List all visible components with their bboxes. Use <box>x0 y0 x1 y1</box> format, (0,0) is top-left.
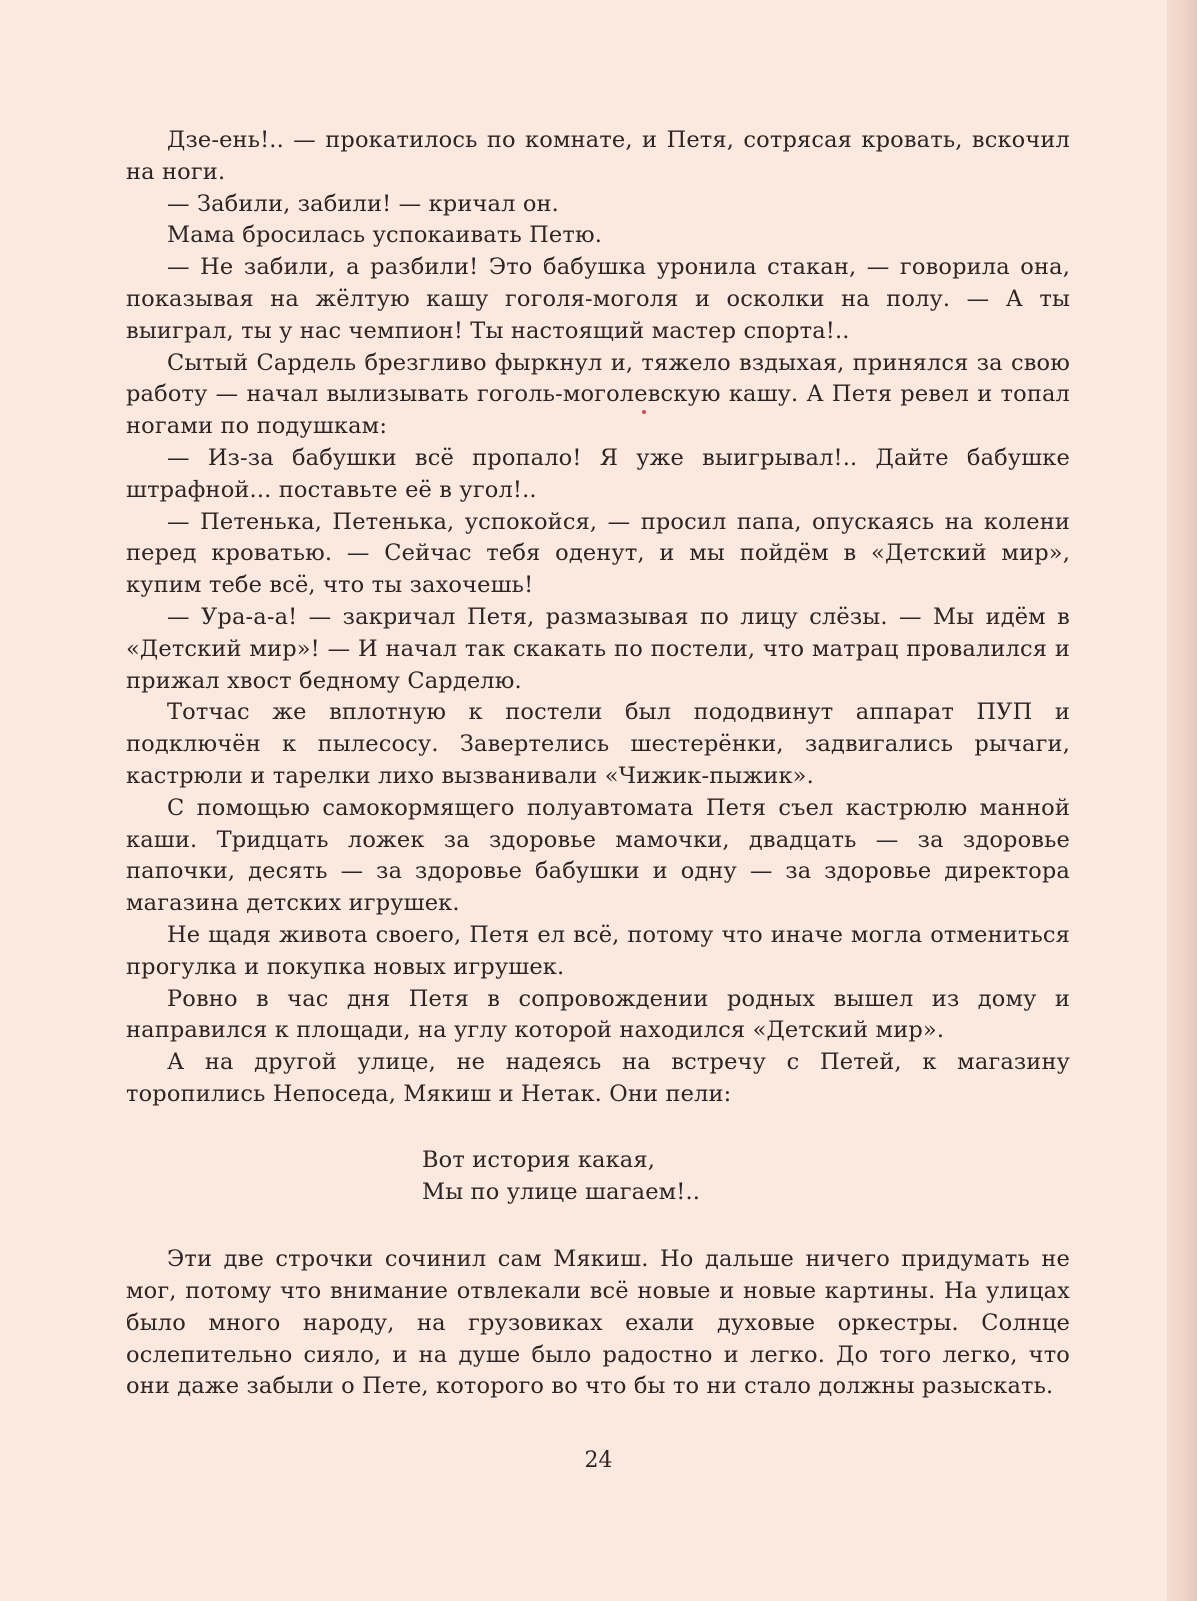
paragraph: Не щадя живота своего, Петя ел всё, потому что иначе могла отмениться прогулка и покупка новых игрушек. <box>126 921 1070 980</box>
verse-line: Вот история какая, <box>422 1146 656 1173</box>
closing-paragraph: Эти две строчки сочинил сам Мякиш. Но дальше ничего придумать не мог, потому что внимание отвлекали всё новые и новые картины. На улицах было много народу, на грузовиках ехали духовые оркестры. Солнце ослепительно сияло, и на душе было радостно и легко. До того легко, что они даже забыли о Пете, которого во что бы то ни стало должны разыскать. <box>126 1246 1070 1400</box>
paragraph: Сытый Сардель брезгливо фыркнул и, тяжело вздыхая, принялся за свою работу — начал вылизывать гоголь-моголевскую кашу. А Петя ревел и топал ногами по подушкам: <box>126 349 1070 440</box>
paragraph: — Не забили, а разбили! Это бабушка уронила стакан, — говорила она, показывая на жёлтую кашу гоголя-моголя и осколки на полу. — А ты выиграл, ты у нас чемпион! Ты настоящий мастер спорта!.. <box>126 254 1070 344</box>
paragraph: — Ура-а-а! — закричал Петя, размазывая по лицу слёзы. — Мы идём в «Детский мир»! — И начал так скакать по постели, что матрац провалился и прижал хвост бедному Сарделю. <box>126 603 1070 694</box>
verse-line: Мы по улице шагаем!.. <box>422 1178 701 1205</box>
paragraph: — Из-за бабушки всё пропало! Я уже выигрывал!.. Дайте бабушке штрафной... поставьте её в угол!.. <box>126 444 1070 503</box>
paragraph: Мама бросилась успокаивать Петю. <box>167 222 603 249</box>
paragraph: Дзе-ень!.. — прокатилось по комнате, и Петя, сотрясая кровать, вскочил на ноги. <box>126 127 1070 185</box>
ink-speck <box>642 410 646 414</box>
page-edge-shadow <box>1167 0 1197 1601</box>
page-number: 24 <box>584 1448 613 1473</box>
song-verse <box>126 1145 1070 1209</box>
paragraph: — Петенька, Петенька, успокойся, — просил папа, опускаясь на колени перед кроватью. — Сейчас тебя оденут, и мы пойдём в «Детский мир», купим тебе всё, что ты захочешь! <box>126 508 1070 599</box>
paragraph: Тотчас же вплотную к постели был пододвинут аппарат ПУП и подключён к пылесосу. Завертелись шестерёнки, задвигались рычаги, кастрюли и тарелки лихо вызванивали «Чижик-пыжик». <box>126 699 1070 789</box>
paragraph: Ровно в час дня Петя в сопровождении родных вышел из дому и направился к площади, на углу которой находился «Детский мир». <box>126 985 1070 1044</box>
paragraph: А на другой улице, не надеясь на встречу с Петей, к магазину торопились Непоседа, Мякиш и Нетак. Они пели: <box>126 1049 1070 1107</box>
paragraph: — Забили, забили! — кричал он. <box>167 190 559 217</box>
body-text <box>126 125 1070 1403</box>
paragraph: С помощью самокормящего полуавтомата Петя съел кастрюлю манной каши. Тридцать ложек за здоровье мамочки, двадцать — за здоровье папочки, десять — за здоровье бабушки и одну — за здоровье директора магазина детских игрушек. <box>126 794 1070 917</box>
